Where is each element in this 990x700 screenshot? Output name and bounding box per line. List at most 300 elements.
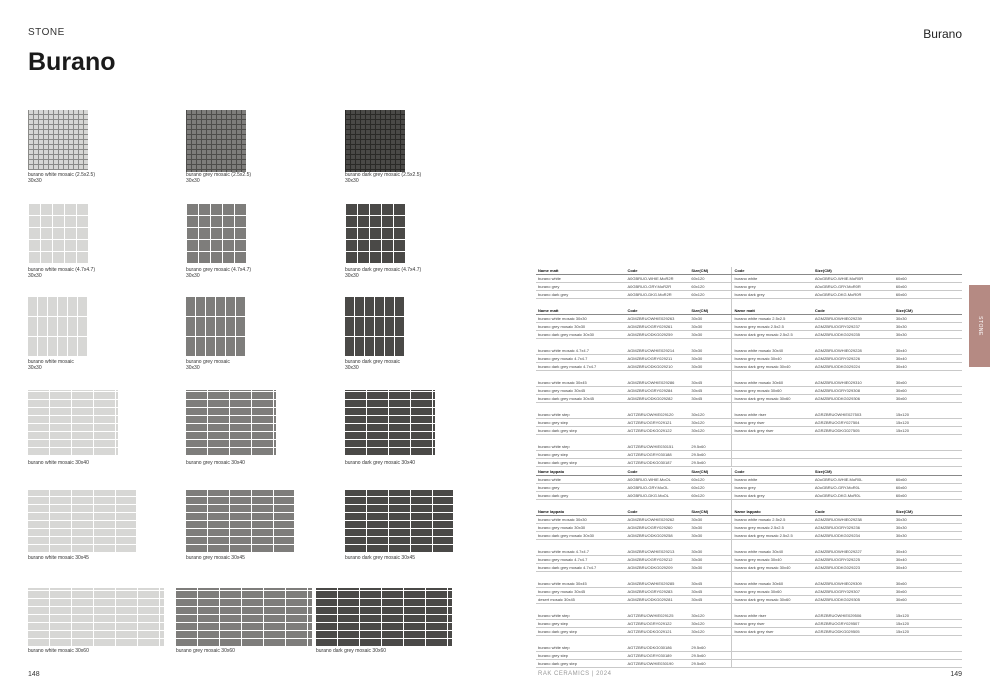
table-cell: 60x60: [894, 484, 962, 492]
table-row: [536, 347, 962, 355]
table-cell: [894, 443, 962, 451]
column-header: Name matt: [536, 307, 625, 315]
table-cell: 30x40: [894, 556, 962, 564]
table-cell: A0GBRUO-GRY.MoOL: [625, 484, 689, 492]
table-cell: AGTZBRUODKG029121: [625, 628, 689, 636]
product-tile-image: [345, 204, 405, 264]
table-cell: burano white mosaic 30x40: [732, 347, 813, 355]
table-row: [536, 395, 962, 403]
table-cell: A0oGBRUO-GRY.MoR0L: [813, 484, 894, 492]
column-header: Size(CM): [689, 307, 732, 315]
table-cell: [813, 459, 894, 467]
table-cell: 60x120: [689, 492, 732, 500]
table-cell: [732, 459, 813, 467]
table-cell: burano dark grey riser: [732, 427, 813, 435]
column-header: Name lappato: [536, 508, 625, 516]
table-row: [536, 644, 962, 652]
table-cell: burano dark grey mosaic 30x60: [732, 596, 813, 604]
table-cell: burano white step: [536, 411, 625, 419]
table-cell: burano dark grey riser: [732, 628, 813, 636]
column-header: Size(CM): [689, 508, 732, 516]
table-cell: [894, 459, 962, 467]
table-row: [536, 524, 962, 532]
table-cell: 30x60: [894, 387, 962, 395]
table-cell: AGRZBRUODKG029505: [813, 628, 894, 636]
table-cell: [894, 652, 962, 660]
table-cell: burano white step: [536, 612, 625, 620]
product-size: 30x30: [28, 273, 42, 279]
table-cell: 30x120: [689, 419, 732, 427]
product-size: 30x30: [186, 178, 200, 184]
table-cell: burano white: [536, 476, 625, 484]
column-header: Code: [732, 468, 813, 476]
table-cell: AGMZBRUOWHIE029285: [625, 580, 689, 588]
column-header: Name lappato: [732, 508, 813, 516]
table-row: [536, 556, 962, 564]
table-cell: 30x40: [894, 564, 962, 572]
table-cell: 30x30: [689, 516, 732, 524]
table-cell: AGMZBRUOWHIE029213: [625, 548, 689, 556]
column-header: Code: [625, 508, 689, 516]
product-tile-image: [316, 588, 452, 646]
table-cell: 60x60: [894, 476, 962, 484]
table-cell: burano grey step: [536, 451, 625, 459]
table-cell: burano white riser: [732, 612, 813, 620]
table-cell: burano grey mosaic 4.7x4.7: [536, 556, 625, 564]
table-cell: [813, 644, 894, 652]
table-cell: [732, 652, 813, 660]
column-header: [894, 468, 962, 476]
product-caption: [345, 172, 421, 184]
table-cell: 30x30: [689, 564, 732, 572]
table-cell: AGTZBRUOWHIE029120: [625, 411, 689, 419]
table-cell: AGMZBRUODKG029306: [813, 395, 894, 403]
table-cell: AGMZBRUOWHIE029214: [625, 347, 689, 355]
table-cell: 30x30: [689, 315, 732, 323]
product-caption: [176, 648, 235, 654]
right-page-title: Burano: [923, 27, 962, 41]
column-header: Code: [625, 267, 689, 275]
table-cell: AGRZBRUODKG027505: [813, 427, 894, 435]
table-cell: burano white mosaic 30x30: [536, 315, 625, 323]
table-cell: 30x45: [689, 395, 732, 403]
table-cell: 29.5x60: [689, 459, 732, 467]
table-cell: AGMZBRUOGRY029261: [625, 323, 689, 331]
table-row: [536, 411, 962, 419]
table-cell: burano dark grey mosaic 2.5x2.5: [732, 331, 813, 339]
table-cell: 29.5x60: [689, 443, 732, 451]
side-section-tab[interactable]: [969, 285, 990, 367]
table-row: [536, 628, 962, 636]
table-cell: burano white step: [536, 644, 625, 652]
table-cell: 15x120: [894, 427, 962, 435]
table-cell: AGMZBRUOWHIE029310: [813, 379, 894, 387]
table-row: [536, 580, 962, 588]
product-name: burano grey mosaic 30x40: [186, 460, 245, 466]
table-cell: AGMZBRUODKG029223: [813, 564, 894, 572]
table-cell: A0GBRUO-WHIE.MoOL: [625, 476, 689, 484]
table-row: [536, 548, 962, 556]
table-cell: burano grey: [732, 283, 813, 291]
table-row: [536, 291, 962, 299]
product-caption: [186, 172, 251, 184]
table-cell: AGRZBRUOGRY029507: [813, 620, 894, 628]
product-caption: [28, 172, 95, 184]
product-tile-image: [186, 390, 276, 455]
table-cell: 30x30: [894, 315, 962, 323]
product-name: burano dark grey mosaic 30x60: [316, 648, 387, 654]
footer-brand: RAK CERAMICS | 2024: [538, 671, 612, 677]
product-name: burano grey mosaic: [186, 359, 230, 365]
table-cell: AGMZBRUOWHIE029227: [813, 548, 894, 556]
table-cell: 60x120: [689, 275, 732, 283]
table-row: [536, 516, 962, 524]
table-row: [536, 363, 962, 371]
table-cell: burano dark grey mosaic 30x60: [732, 395, 813, 403]
table-cell: AGMZBRUOWHIE029286: [625, 379, 689, 387]
table-cell: 30x60: [894, 596, 962, 604]
table-cell: [732, 660, 813, 668]
table-cell: burano white: [732, 275, 813, 283]
product-tile-image: [345, 110, 405, 172]
table-cell: [813, 443, 894, 451]
product-name: burano white mosaic (2.5x2.5): [28, 172, 95, 178]
table-cell: 60x120: [689, 476, 732, 484]
product-tile-image: [186, 204, 246, 264]
table-cell: 60x120: [689, 291, 732, 299]
table-cell: burano white step: [536, 443, 625, 451]
product-caption: [186, 267, 251, 279]
table-cell: burano dark grey: [732, 291, 813, 299]
table-cell: [894, 451, 962, 459]
table-cell: AGTZBRUOGRY029121: [625, 419, 689, 427]
table-cell: burano dark grey mosaic 30x30: [536, 331, 625, 339]
table-cell: 30x45: [689, 379, 732, 387]
column-header: Size(CM): [894, 508, 962, 516]
product-name: burano dark grey mosaic: [345, 359, 401, 365]
column-header: Code: [732, 267, 813, 275]
product-caption: [345, 555, 415, 561]
table-cell: burano white mosaic 30x60: [732, 379, 813, 387]
table-cell: AGMZBRUODKG029210: [625, 363, 689, 371]
table-cell: 30x60: [894, 580, 962, 588]
table-cell: 30x60: [894, 379, 962, 387]
product-caption: [28, 555, 89, 561]
table-cell: AGMZBRUOGRY029226: [813, 355, 894, 363]
matt-spec-table: [536, 267, 962, 467]
table-row: [536, 596, 962, 604]
table-cell: burano grey step: [536, 419, 625, 427]
product-name: burano grey mosaic (4.7x4.7): [186, 267, 252, 273]
product-name: burano white mosaic 30x40: [28, 460, 89, 466]
table-cell: 15x120: [894, 628, 962, 636]
product-name: burano white mosaic 30x45: [28, 555, 89, 561]
table-cell: burano dark grey step: [536, 660, 625, 668]
product-name: burano white mosaic (4.7x4.7): [28, 267, 95, 273]
table-cell: 29.5x60: [689, 644, 732, 652]
product-name: burano white mosaic 30x60: [28, 648, 89, 654]
product-name: burano dark grey mosaic 30x40: [345, 460, 416, 466]
table-cell: AGMZBRUODKG029259: [625, 331, 689, 339]
product-caption: [345, 460, 415, 466]
table-cell: 60x60: [894, 291, 962, 299]
table-cell: burano grey mosaic 30x40: [732, 355, 813, 363]
table-cell: AGTZBRUOGRY030189: [625, 652, 689, 660]
product-name: burano grey mosaic (2.5x2.5): [186, 172, 252, 178]
table-cell: burano white mosaic 4.7x4.7: [536, 347, 625, 355]
table-cell: AGMZBRUODKG029224: [813, 363, 894, 371]
product-caption: [345, 267, 421, 279]
table-row: [536, 492, 962, 500]
table-cell: AGTZBRUOWHIE030190: [625, 660, 689, 668]
table-cell: burano grey: [536, 283, 625, 291]
table-cell: AGTZBRUOWHIE029125: [625, 612, 689, 620]
table-cell: burano dark grey mosaic 4.7x4.7: [536, 363, 625, 371]
table-row: [536, 620, 962, 628]
table-cell: AGMZBRUOGRY029260: [625, 524, 689, 532]
table-cell: 30x30: [689, 524, 732, 532]
table-cell: AGMZBRUOWHIE029228: [813, 347, 894, 355]
product-tile-image: [176, 588, 312, 646]
table-row: [536, 612, 962, 620]
table-cell: [732, 443, 813, 451]
table-cell: AGMZBRUOWHIE029262: [625, 516, 689, 524]
product-size: 30x30: [345, 365, 359, 371]
product-name: burano dark grey mosaic 30x45: [345, 555, 416, 561]
product-tile-image: [186, 110, 246, 172]
table-row: [536, 315, 962, 323]
table-cell: AGMZBRUOWHIE029309: [813, 580, 894, 588]
table-cell: 29.5x60: [689, 660, 732, 668]
table-cell: burano grey mosaic 30x40: [732, 556, 813, 564]
table-cell: AGMZBRUODKG029282: [625, 395, 689, 403]
product-caption: [28, 460, 89, 466]
table-row: [536, 379, 962, 387]
table-row: [536, 419, 962, 427]
table-cell: burano dark grey mosaic 30x45: [536, 395, 625, 403]
table-row: [536, 660, 962, 668]
table-cell: 30x30: [689, 323, 732, 331]
page-number-right: 149: [950, 671, 962, 678]
table-cell: 30x120: [689, 620, 732, 628]
column-header: [894, 267, 962, 275]
table-cell: AGMZBRUOGRY029308: [813, 387, 894, 395]
table-cell: burano white: [536, 275, 625, 283]
section-label: STONE: [28, 27, 65, 38]
table-cell: 15x120: [894, 419, 962, 427]
table-cell: 30x40: [894, 347, 962, 355]
table-cell: burano grey riser: [732, 620, 813, 628]
table-cell: burano grey: [536, 484, 625, 492]
table-cell: burano grey mosaic 30x60: [732, 387, 813, 395]
table-cell: AGTZBRUODKG029122: [625, 427, 689, 435]
column-header: Code: [625, 307, 689, 315]
product-size: 30x30: [28, 365, 42, 371]
column-header: Size(CM): [813, 468, 894, 476]
product-name: burano dark grey mosaic (4.7x4.7): [345, 267, 422, 273]
column-header: Code: [813, 508, 894, 516]
table-cell: burano white mosaic 30x30: [536, 516, 625, 524]
table-cell: 30x30: [894, 331, 962, 339]
table-cell: [894, 644, 962, 652]
table-cell: burano grey mosaic 30x45: [536, 387, 625, 395]
table-row: [536, 323, 962, 331]
table-cell: 15x120: [894, 620, 962, 628]
table-cell: AGMZBRUODKG029281: [625, 596, 689, 604]
product-caption: [28, 648, 89, 654]
table-cell: [894, 660, 962, 668]
product-size: 30x30: [345, 178, 359, 184]
table-cell: 30x120: [689, 628, 732, 636]
table-cell: A0GBRUO-DKG.MoOL: [625, 492, 689, 500]
table-cell: burano grey step: [536, 620, 625, 628]
table-cell: burano dark grey mosaic 4.7x4.7: [536, 564, 625, 572]
table-row: [536, 451, 962, 459]
table-row: [536, 532, 962, 540]
table-cell: AGRZBRUOWHIE027503: [813, 411, 894, 419]
table-cell: [813, 660, 894, 668]
table-cell: burano dark grey: [536, 492, 625, 500]
product-caption: [186, 359, 230, 371]
table-row: [536, 331, 962, 339]
column-header: Size(CM): [894, 307, 962, 315]
table-cell: 30x40: [894, 355, 962, 363]
table-cell: AGMZBRUOGRY029307: [813, 588, 894, 596]
table-cell: burano dark grey mosaic 30x40: [732, 564, 813, 572]
table-row: [536, 283, 962, 291]
table-cell: 30x60: [894, 588, 962, 596]
table-cell: desert mosaic 30x45: [536, 596, 625, 604]
table-cell: 30x30: [894, 532, 962, 540]
table-cell: AGMZBRUOGRY029211: [625, 355, 689, 363]
table-cell: AGMZBRUOWHIE029238: [813, 516, 894, 524]
table-cell: A0oGBRUO-GRY.MoR0R: [813, 283, 894, 291]
table-cell: AGMZBRUOWHIE029263: [625, 315, 689, 323]
table-cell: AGMZBRUOGRY029237: [813, 323, 894, 331]
column-header: Size(CM): [689, 468, 732, 476]
table-cell: AGMZBRUOWHIE029239: [813, 315, 894, 323]
table-cell: burano white mosaic 2.5x2.5: [732, 315, 813, 323]
product-tile-image: [345, 296, 405, 356]
table-row: [536, 427, 962, 435]
table-cell: burano grey step: [536, 652, 625, 660]
table-cell: burano grey mosaic 30x45: [536, 588, 625, 596]
product-tile-image: [186, 490, 294, 552]
table-cell: 30x120: [689, 411, 732, 419]
table-cell: AGTZBRUOGRY030188: [625, 451, 689, 459]
table-cell: 15x120: [894, 411, 962, 419]
table-cell: 30x60: [894, 395, 962, 403]
table-cell: A0GBRUO-GRY.MoR2R: [625, 283, 689, 291]
table-row: [536, 387, 962, 395]
table-cell: 60x120: [689, 283, 732, 291]
column-header: Name matt: [536, 267, 625, 275]
table-cell: 30x30: [894, 516, 962, 524]
table-cell: 30x30: [894, 323, 962, 331]
table-cell: 30x45: [689, 387, 732, 395]
table-cell: 60x60: [894, 283, 962, 291]
table-cell: 30x30: [689, 347, 732, 355]
product-tile-image: [28, 390, 118, 455]
column-header: Name lappato: [536, 468, 625, 476]
table-row: [536, 355, 962, 363]
product-caption: [345, 359, 400, 371]
table-cell: 30x30: [894, 524, 962, 532]
column-header: Size(CM): [813, 267, 894, 275]
table-cell: 15x120: [894, 612, 962, 620]
product-tile-image: [28, 204, 88, 264]
product-tile-image: [28, 110, 88, 170]
table-cell: burano dark grey: [732, 492, 813, 500]
product-size: 30x30: [345, 273, 359, 279]
table-cell: 30x30: [689, 532, 732, 540]
column-header: Name matt: [732, 307, 813, 315]
table-cell: 30x30: [689, 556, 732, 564]
product-tile-image: [186, 296, 246, 356]
product-size: 30x30: [28, 178, 42, 184]
table-cell: burano white mosaic 30x45: [536, 580, 625, 588]
table-cell: AGMZBRUOGRY029236: [813, 524, 894, 532]
table-cell: AGMZBRUODKG029305: [813, 596, 894, 604]
table-cell: 60x60: [894, 492, 962, 500]
table-row: [536, 652, 962, 660]
product-name: burano grey mosaic 30x45: [186, 555, 245, 561]
product-caption: [186, 555, 245, 561]
table-row: [536, 476, 962, 484]
table-cell: burano grey mosaic 30x30: [536, 524, 625, 532]
product-size: 30x30: [186, 273, 200, 279]
table-cell: AGMZBRUODKG029209: [625, 564, 689, 572]
column-header: Code: [625, 468, 689, 476]
table-cell: AGMZBRUOGRY029225: [813, 556, 894, 564]
table-header-row: [536, 307, 962, 315]
table-cell: AGTZBRUOWHIE030151: [625, 443, 689, 451]
page-title: Burano: [28, 48, 116, 76]
table-cell: 30x30: [689, 355, 732, 363]
table-cell: AGRZBRUOWHIE029506: [813, 612, 894, 620]
table-cell: 30x30: [689, 331, 732, 339]
table-cell: 60x120: [689, 484, 732, 492]
side-tab-label: STONE: [976, 316, 983, 336]
table-header-row: [536, 508, 962, 516]
table-cell: burano dark grey mosaic 2.5x2.5: [732, 532, 813, 540]
table-cell: AGMZBRUODKG029258: [625, 532, 689, 540]
table-cell: A0oGBRUO-DKG.MoR0R: [813, 291, 894, 299]
product-caption: [316, 648, 386, 654]
table-cell: 30x45: [689, 588, 732, 596]
table-row: [536, 443, 962, 451]
table-cell: burano dark grey mosaic 30x30: [536, 532, 625, 540]
table-cell: AGMZBRUODKG029234: [813, 532, 894, 540]
product-caption: [28, 267, 95, 279]
table-cell: AGMZBRUOGRY029212: [625, 556, 689, 564]
table-cell: A0oGBRUO-WHIE.MoR0R: [813, 275, 894, 283]
page-number-left: 148: [28, 671, 40, 678]
table-row: [536, 459, 962, 467]
table-cell: AGTZBRUODKG030187: [625, 459, 689, 467]
table-cell: burano grey mosaic 30x60: [732, 588, 813, 596]
table-cell: 60x60: [894, 275, 962, 283]
table-cell: 30x45: [689, 596, 732, 604]
table-cell: AGTZBRUODKG030186: [625, 644, 689, 652]
table-cell: [813, 451, 894, 459]
table-cell: 29.5x60: [689, 451, 732, 459]
column-header: Size(CM): [689, 267, 732, 275]
table-cell: burano dark grey mosaic 30x40: [732, 363, 813, 371]
table-cell: A0oGBRUO-WHIE.MoR0L: [813, 476, 894, 484]
table-cell: 30x40: [894, 363, 962, 371]
product-caption: [28, 359, 74, 371]
